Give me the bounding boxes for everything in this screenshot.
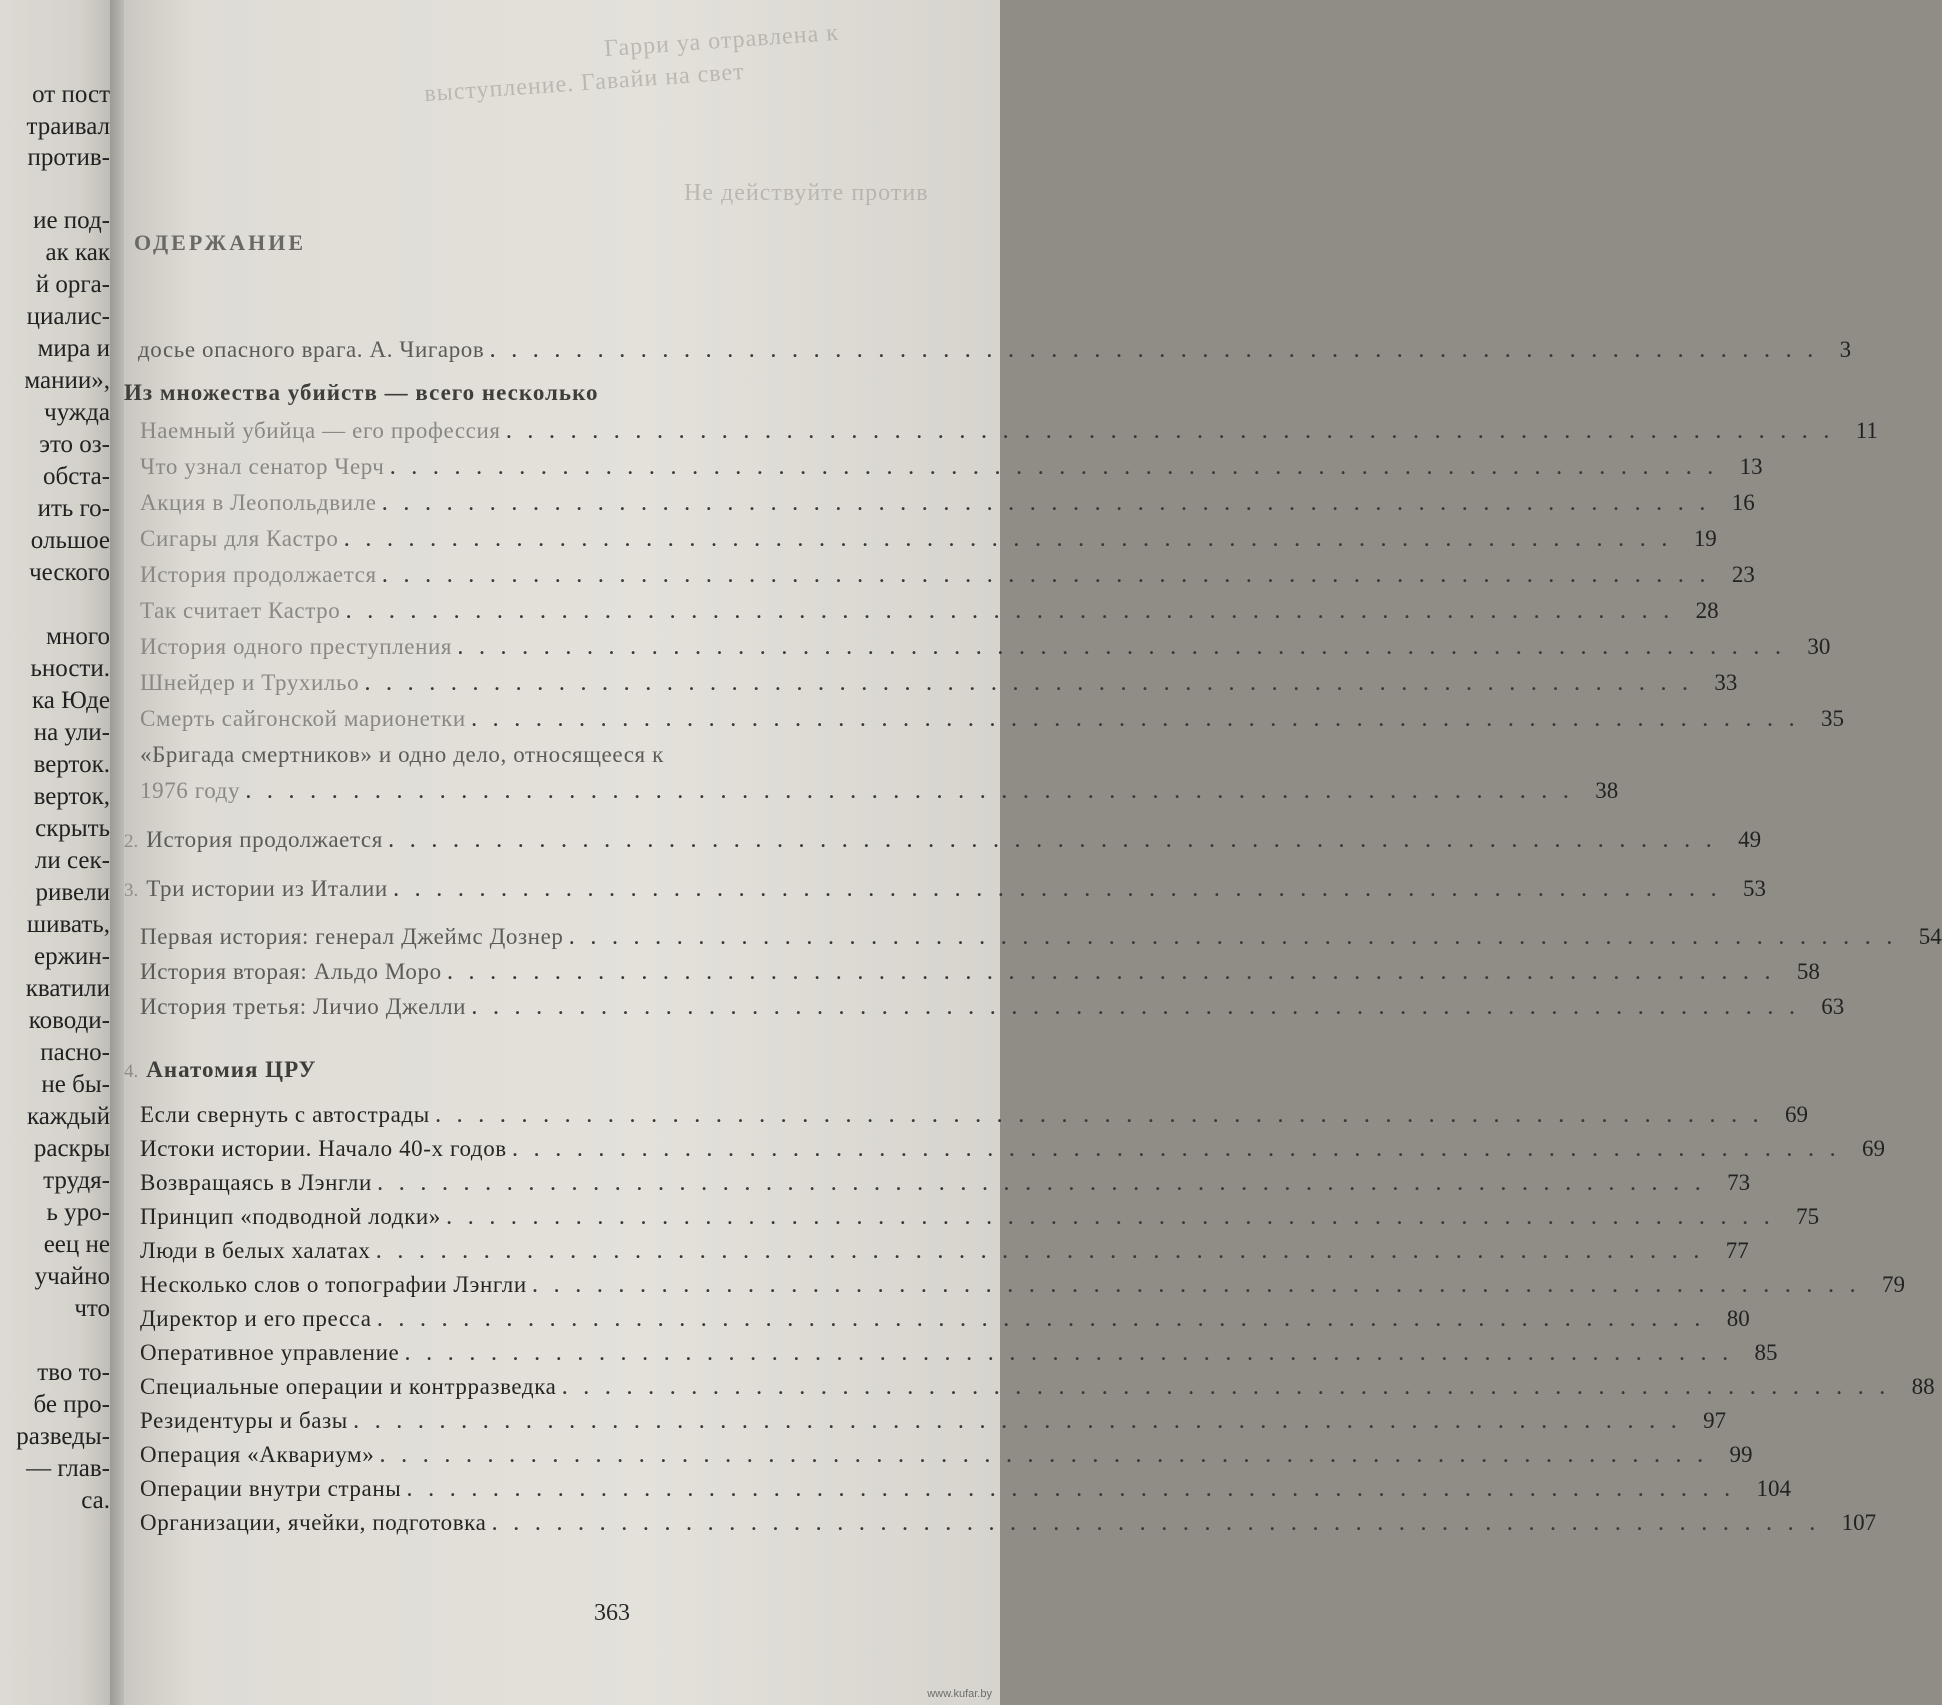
chapter-number: 4. bbox=[124, 1061, 139, 1082]
toc-entry[interactable] bbox=[140, 778, 1619, 803]
left-page-line: ольшое bbox=[30, 527, 110, 554]
toc-entry-page: 79 bbox=[1881, 1272, 1905, 1297]
toc-chapter-label: Анатомия ЦРУ bbox=[146, 1057, 317, 1082]
left-page-line: много bbox=[46, 623, 110, 650]
toc-entry[interactable] bbox=[140, 1374, 1935, 1399]
bleed-through-text: Гарри уа отравлена к bbox=[603, 19, 840, 63]
toc-entry-page: 53 bbox=[1743, 876, 1767, 901]
toc-entry-page: 85 bbox=[1754, 1340, 1778, 1365]
left-page-line: мании», bbox=[24, 367, 110, 394]
leader-dots: .............................................................. bbox=[446, 1208, 1787, 1228]
toc-entry-label: Шнейдер и Трухильо bbox=[140, 670, 360, 695]
left-page-line: ить го- bbox=[37, 495, 110, 522]
left-page-line: еец не bbox=[43, 1231, 110, 1258]
toc-entry-page: 69 bbox=[1785, 1102, 1809, 1127]
leader-dots: .............................................................. bbox=[365, 674, 1705, 694]
leader-dots: .............................................................. bbox=[246, 782, 1586, 802]
toc-entry[interactable] bbox=[140, 1442, 1753, 1467]
toc-entry[interactable] bbox=[140, 1306, 1750, 1331]
toc-entry-page: 69 bbox=[1861, 1136, 1885, 1161]
left-page-line: циалис- bbox=[26, 303, 110, 330]
toc-entry-page: 58 bbox=[1796, 959, 1820, 984]
left-page-line: ак как bbox=[45, 239, 110, 266]
left-page-line: ка Юде bbox=[31, 687, 110, 714]
leader-dots: .............................................................. bbox=[490, 341, 1830, 361]
left-page-line: скрыть bbox=[35, 815, 110, 842]
toc-entry[interactable] bbox=[140, 1170, 1751, 1195]
toc-entry[interactable] bbox=[140, 706, 1845, 731]
leader-dots: .............................................................. bbox=[380, 1446, 1720, 1466]
toc-entry-page: 49 bbox=[1738, 827, 1762, 852]
left-page-line: разведы- bbox=[16, 1423, 110, 1450]
toc-entry-page: 73 bbox=[1727, 1170, 1751, 1195]
left-page bbox=[0, 0, 114, 1705]
toc-entry-page: 28 bbox=[1695, 598, 1719, 623]
toc-entry[interactable] bbox=[140, 1340, 1778, 1365]
bleed-through-text: Не действуйте против bbox=[684, 180, 929, 206]
toc-entry-page: 80 bbox=[1726, 1306, 1750, 1331]
toc-entry[interactable] bbox=[140, 598, 1719, 623]
toc-chapter-label: Три истории из Италии bbox=[146, 876, 388, 901]
toc-title: ОДЕРЖАНИЕ bbox=[134, 230, 307, 255]
toc-entry-page: 107 bbox=[1841, 1510, 1877, 1535]
left-page-line: не бы- bbox=[41, 1071, 110, 1098]
toc-entry[interactable] bbox=[140, 959, 1820, 984]
left-page-line: кватили bbox=[25, 975, 110, 1002]
toc-entry-page: 97 bbox=[1703, 1408, 1727, 1433]
left-page-line: учайно bbox=[34, 1263, 110, 1290]
toc-entry[interactable] bbox=[140, 1408, 1727, 1433]
toc-entry-label: История третья: Личио Джелли bbox=[140, 994, 467, 1019]
toc-chapter-label: История продолжается bbox=[146, 827, 383, 852]
toc-entry[interactable] bbox=[140, 1510, 1877, 1535]
toc-entry-page: 75 bbox=[1796, 1204, 1820, 1229]
left-page-line: от пост bbox=[32, 81, 110, 108]
left-page-line: верток. bbox=[33, 751, 110, 778]
left-page-line: раскры bbox=[33, 1135, 110, 1162]
leader-dots: .............................................................. bbox=[435, 1106, 1776, 1126]
leader-dots: .............................................................. bbox=[492, 1514, 1832, 1534]
leader-dots: .............................................................. bbox=[390, 458, 1730, 478]
toc-entry[interactable] bbox=[140, 454, 1763, 479]
toc-entry-label: Истоки истории. Начало 40-х годов bbox=[140, 1136, 507, 1161]
toc-entry-label: Операция «Аквариум» bbox=[140, 1442, 375, 1467]
left-page-line: чужда bbox=[44, 399, 110, 426]
left-page-line: это оз- bbox=[39, 431, 110, 458]
toc-entry-label: Директор и его пресса bbox=[140, 1306, 372, 1331]
leader-dots: .............................................................. bbox=[458, 638, 1798, 658]
toc-entry-page: 88 bbox=[1911, 1374, 1935, 1399]
toc-entry-page: 33 bbox=[1714, 670, 1738, 695]
toc-entry[interactable] bbox=[140, 1238, 1749, 1263]
leader-dots: .............................................................. bbox=[376, 1242, 1716, 1262]
toc-entry-label: Смерть сайгонской марионетки bbox=[140, 706, 466, 731]
toc-chapter-1[interactable] bbox=[124, 381, 969, 404]
toc-entry-label: Организации, ячейки, подготовка bbox=[140, 1510, 487, 1535]
left-page-line: бе про- bbox=[33, 1391, 110, 1418]
toc-entry[interactable] bbox=[140, 1102, 1809, 1127]
toc-entry-label: Операции внутри страны bbox=[140, 1476, 402, 1501]
toc-entry-page: 3 bbox=[1839, 337, 1852, 362]
left-page-line: ержин- bbox=[34, 943, 110, 970]
left-page-line: пасно- bbox=[40, 1039, 110, 1066]
toc-entry-label: Несколько слов о топографии Лэнгли bbox=[140, 1272, 527, 1297]
left-page-line: ьности. bbox=[30, 655, 110, 682]
left-page-line: траивал bbox=[26, 113, 110, 140]
toc-chapter-4[interactable] bbox=[124, 1058, 985, 1081]
toc-entry-label: Первая история: генерал Джеймс Дознер bbox=[140, 924, 564, 949]
leader-dots: .............................................................. bbox=[382, 494, 1722, 514]
leader-dots: .............................................................. bbox=[512, 1140, 1852, 1160]
toc-entry-label: Если свернуть с автострады bbox=[140, 1102, 430, 1127]
page-number: 363 bbox=[594, 1600, 630, 1626]
left-page-line: трудя- bbox=[43, 1167, 110, 1194]
leader-dots: .............................................................. bbox=[472, 998, 1812, 1018]
toc-chapter-label: Из множества убийств — всего несколько bbox=[124, 380, 599, 405]
bleed-through-text: выступление. Гавайи на свет bbox=[423, 58, 746, 108]
toc-entry-label: История продолжается bbox=[140, 562, 377, 587]
left-page-line: ководи- bbox=[28, 1007, 110, 1034]
toc-chapter-3[interactable] bbox=[124, 876, 1767, 901]
left-page-line: мира и bbox=[37, 335, 110, 362]
left-page-line: верток, bbox=[33, 783, 110, 810]
toc-entry-page: 16 bbox=[1731, 490, 1755, 515]
toc-entry-label: Возвращаясь в Лэнгли bbox=[140, 1170, 372, 1195]
toc-entry[interactable] bbox=[140, 1272, 1905, 1297]
toc-entry-page: 54 bbox=[1918, 924, 1942, 949]
toc-entry[interactable] bbox=[140, 924, 1942, 949]
toc-entry-page: 77 bbox=[1725, 1238, 1749, 1263]
leader-dots: .............................................................. bbox=[471, 710, 1812, 730]
left-page-line: ли сек- bbox=[34, 847, 110, 874]
leader-dots: .............................................................. bbox=[377, 1174, 1718, 1194]
toc-entry[interactable] bbox=[140, 743, 985, 766]
toc-chapter-2[interactable] bbox=[124, 827, 1762, 852]
toc-entry[interactable] bbox=[140, 562, 1755, 587]
leader-dots: .............................................................. bbox=[382, 566, 1722, 586]
left-page-line: на ули- bbox=[33, 719, 110, 746]
toc-entry[interactable] bbox=[140, 418, 1878, 443]
toc-entry[interactable] bbox=[140, 1476, 1791, 1501]
leader-dots: .............................................................. bbox=[405, 1344, 1745, 1364]
toc-entry-label: Люди в белых халатах bbox=[140, 1238, 371, 1263]
toc-entry-page: 23 bbox=[1731, 562, 1755, 587]
leader-dots: .............................................................. bbox=[377, 1310, 1717, 1330]
toc-entry-page: 30 bbox=[1807, 634, 1831, 659]
left-page-line: й орга- bbox=[35, 271, 110, 298]
left-page-line: против- bbox=[27, 144, 110, 171]
toc-entry-page: 19 bbox=[1693, 526, 1717, 551]
toc-entry-label: досье опасного врага. А. Чигаров bbox=[138, 337, 485, 362]
toc-entry-label: История одного преступления bbox=[140, 634, 453, 659]
leader-dots: .............................................................. bbox=[506, 422, 1846, 442]
left-page-line: са. bbox=[81, 1487, 110, 1514]
toc-entry[interactable] bbox=[140, 634, 1831, 659]
toc-entry-label: Резидентуры и базы bbox=[140, 1408, 348, 1433]
toc-entry-intro[interactable] bbox=[138, 337, 1852, 362]
toc-entry-page: 104 bbox=[1756, 1476, 1791, 1501]
watermark: www.kufar.by bbox=[927, 1688, 992, 1700]
toc-entry-page: 38 bbox=[1595, 778, 1619, 803]
leader-dots: .............................................................. bbox=[562, 1378, 1902, 1398]
toc-entry-label: Наемный убийца — его профессия bbox=[140, 418, 501, 443]
toc-entry[interactable] bbox=[140, 526, 1717, 551]
toc-entry-label: «Бригада смертников» и одно дело, относящееся к bbox=[140, 742, 664, 767]
leader-dots: .............................................................. bbox=[393, 880, 1734, 900]
leader-dots: .............................................................. bbox=[447, 963, 1787, 983]
left-page-line: ь уро- bbox=[46, 1199, 110, 1226]
toc-entry-page: 35 bbox=[1821, 706, 1845, 731]
toc-entry-label: Сигары для Кастро bbox=[140, 526, 339, 551]
leader-dots: .............................................................. bbox=[344, 530, 1684, 550]
leader-dots: .............................................................. bbox=[569, 928, 1909, 948]
toc-entry-page: 11 bbox=[1855, 418, 1878, 443]
left-page-line: обста- bbox=[43, 463, 110, 490]
toc-entry-label: Принцип «подводной лодки» bbox=[140, 1204, 441, 1229]
chapter-number: 2. bbox=[124, 831, 139, 852]
toc-entry[interactable] bbox=[140, 670, 1738, 695]
toc-entry-label: История вторая: Альдо Моро bbox=[140, 959, 442, 984]
toc-entry-label: Оперативное управление bbox=[140, 1340, 400, 1365]
left-page-line: тво то- bbox=[37, 1359, 110, 1386]
toc-entry-page: 99 bbox=[1729, 1442, 1753, 1467]
leader-dots: .............................................................. bbox=[532, 1276, 1872, 1296]
left-page-line: ческого bbox=[29, 559, 110, 586]
toc-entry-label: Так считает Кастро bbox=[140, 598, 341, 623]
leader-dots: .............................................................. bbox=[407, 1480, 1747, 1500]
toc-entry-label: 1976 году bbox=[140, 778, 241, 803]
toc-entry[interactable] bbox=[140, 1204, 1820, 1229]
left-page-line: каждый bbox=[26, 1103, 110, 1130]
toc-entry-page: 13 bbox=[1739, 454, 1763, 479]
leader-dots: .............................................................. bbox=[346, 602, 1686, 622]
left-page-line: — глав- bbox=[26, 1455, 110, 1482]
toc-entry-label: Что узнал сенатор Черч bbox=[140, 454, 385, 479]
toc-entry[interactable] bbox=[140, 994, 1845, 1019]
leader-dots: .............................................................. bbox=[353, 1412, 1694, 1432]
toc-entry[interactable] bbox=[140, 490, 1755, 515]
toc-entry[interactable] bbox=[140, 1136, 1885, 1161]
left-page-line: шивать, bbox=[26, 911, 110, 938]
left-page-line: ривели bbox=[35, 879, 110, 906]
toc-entry-label: Специальные операции и контрразведка bbox=[140, 1374, 557, 1399]
chapter-number: 3. bbox=[124, 880, 139, 901]
left-page-line: что bbox=[74, 1295, 110, 1322]
right-page bbox=[124, 0, 1942, 1705]
left-page-line: ие под- bbox=[33, 207, 110, 234]
toc-entry-label: Акция в Леопольдвиле bbox=[140, 490, 377, 515]
toc-entry-page: 63 bbox=[1821, 994, 1845, 1019]
leader-dots: .............................................................. bbox=[388, 831, 1729, 851]
